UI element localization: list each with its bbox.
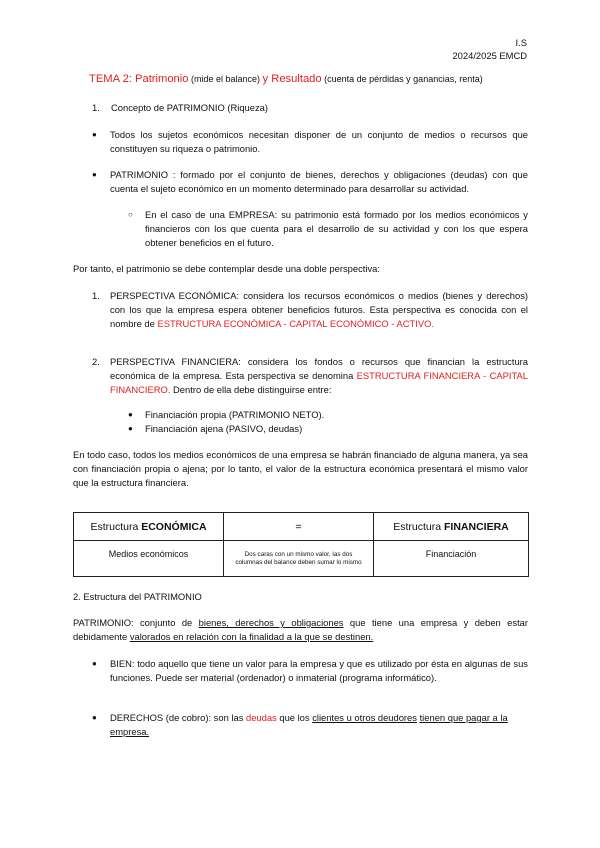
bullet-icon: ●: [92, 170, 97, 179]
bullet-icon: ●: [128, 424, 133, 433]
def-mid: que tiene una empresa y deben estar debidamente: [73, 617, 529, 642]
def-underline-2: valorados en relación con la finalidad a la que se destinen.: [129, 631, 374, 642]
perspective-1-number: 1.: [92, 290, 100, 301]
title-note-balance: (mide el balance): [188, 74, 263, 84]
perspective-intro: Por tanto, el patrimonio se debe contemplar desde una doble perspectiva:: [73, 263, 380, 274]
bullet-icon: ●: [92, 130, 97, 139]
page-title: [89, 72, 483, 86]
bullet-sujetos: Todos los sujetos económicos necesitan disponer de un conjunto de medios o recursos que constituyen su riqueza o patrimonio.: [110, 129, 528, 154]
table-header-row: [74, 513, 529, 541]
sub-bullet-icon: ○: [128, 210, 133, 219]
bullet-icon: ●: [128, 410, 133, 419]
def-prefix: PATRIMONIO: conjunto de: [73, 617, 199, 628]
perspective-economica-highlight: ESTRUCTURA ECONÓMICA - CAPITAL ECONÓMICO - ACTIVO.: [157, 318, 435, 329]
summary-paragraph: En todo caso, todos los medios económicos de una empresa se habrán financiado de alguna manera, ya sea con financiación propia o ajena; por lo tanto, el valor de la estructura económica presentará el mismo valor que la estructura financiera.: [73, 449, 528, 488]
table-cell-note: Dos caras con un mismo valor, las dos columnas del balance deben sumar lo mismo: [224, 541, 374, 577]
section2-heading: 2. Estructura del PATRIMONIO: [73, 591, 202, 602]
section1-number: 1.: [92, 102, 100, 113]
table-header-economica-bold: ECONÓMICA: [141, 520, 207, 533]
subitem-financiacion-ajena: Financiación ajena (PASIVO, deudas): [145, 423, 303, 434]
bullet-patrimonio: PATRIMONIO : formado por el conjunto de bienes, derechos y obligaciones (deudas) con que cuenta el sujeto económico en un momento determinado para desarrollar su actividad.: [110, 169, 528, 194]
subitem-financiacion-propia: Financiación propia (PATRIMONIO NETO).: [145, 409, 325, 420]
derechos-deudas: deudas: [245, 712, 277, 723]
perspective-financiera: [110, 355, 528, 397]
perspective-2-number: 2.: [92, 356, 100, 367]
header-initials: I.S: [515, 37, 527, 48]
table-header-financiera-bold: FINANCIERA: [444, 520, 509, 533]
table-header-equals: =: [224, 513, 374, 541]
table-header-financiera-prefix: Estructura: [393, 520, 445, 533]
derechos-prefix: DERECHOS (de cobro): son las: [110, 712, 246, 723]
bullet-derechos: [110, 711, 528, 739]
bullet-bien: BIEN: todo aquello que tiene un valor para la empresa y que es utilizado por ésta en algunas de sus funciones. Puede ser material (ordenador) o inmaterial (programa informático).: [110, 658, 528, 683]
structure-table: [73, 512, 529, 577]
bullet-icon: ●: [92, 713, 97, 722]
derechos-clientes: clientes u otros deudores: [312, 712, 417, 723]
table-header-economica: [74, 513, 224, 541]
title-topic: TEMA 2: Patrimonio: [89, 73, 189, 85]
perspective-financiera-tail: Dentro de ella debe distinguirse entre:: [170, 384, 332, 395]
bullet-icon: ●: [92, 659, 97, 668]
patrimonio-definition: [73, 616, 528, 644]
derechos-pagar: tienen que pagar a la empresa.: [110, 712, 508, 737]
header-course: 2024/2025 EMCD: [452, 50, 527, 61]
table-row: [74, 541, 529, 577]
perspective-financiera-text: PERSPECTIVA FINANCIERA: considera los fondos o recursos que financian la estructura económica de la empresa. Esta perspectiva se denomina: [110, 356, 528, 381]
title-note-pyg: (cuenta de pérdidas y ganancias, renta): [321, 74, 483, 84]
perspective-financiera-highlight: ESTRUCTURA FINANCIERA - CAPITAL FINANCIERO.: [110, 370, 528, 395]
subbullet-empresa: En el caso de una EMPRESA: su patrimonio está formado por los medios económicos y financieros con los que cuenta para el desarrollo de su actividad y con los que espera obtener beneficios en el futuro.: [145, 209, 528, 248]
table-header-financiera: [374, 513, 529, 541]
title-result: y Resultado: [262, 73, 322, 85]
table-cell-medios: Medios económicos: [74, 541, 224, 577]
perspective-economica-text: PERSPECTIVA ECONÓMICA: considera los recursos económicos o medios (bienes y derechos) con los que la empresa espera obtener beneficios futuros. Esta perspectiva es conocida con el nombre de: [110, 290, 528, 329]
section1-heading: Concepto de PATRIMONIO (Riqueza): [111, 102, 268, 113]
perspective-economica: [110, 289, 528, 331]
derechos-mid: que los: [276, 712, 313, 723]
table-cell-financiacion: Financiación: [374, 541, 529, 577]
table-header-economica-prefix: Estructura: [90, 520, 142, 533]
def-underline-1: bienes, derechos y obligaciones: [198, 617, 344, 628]
